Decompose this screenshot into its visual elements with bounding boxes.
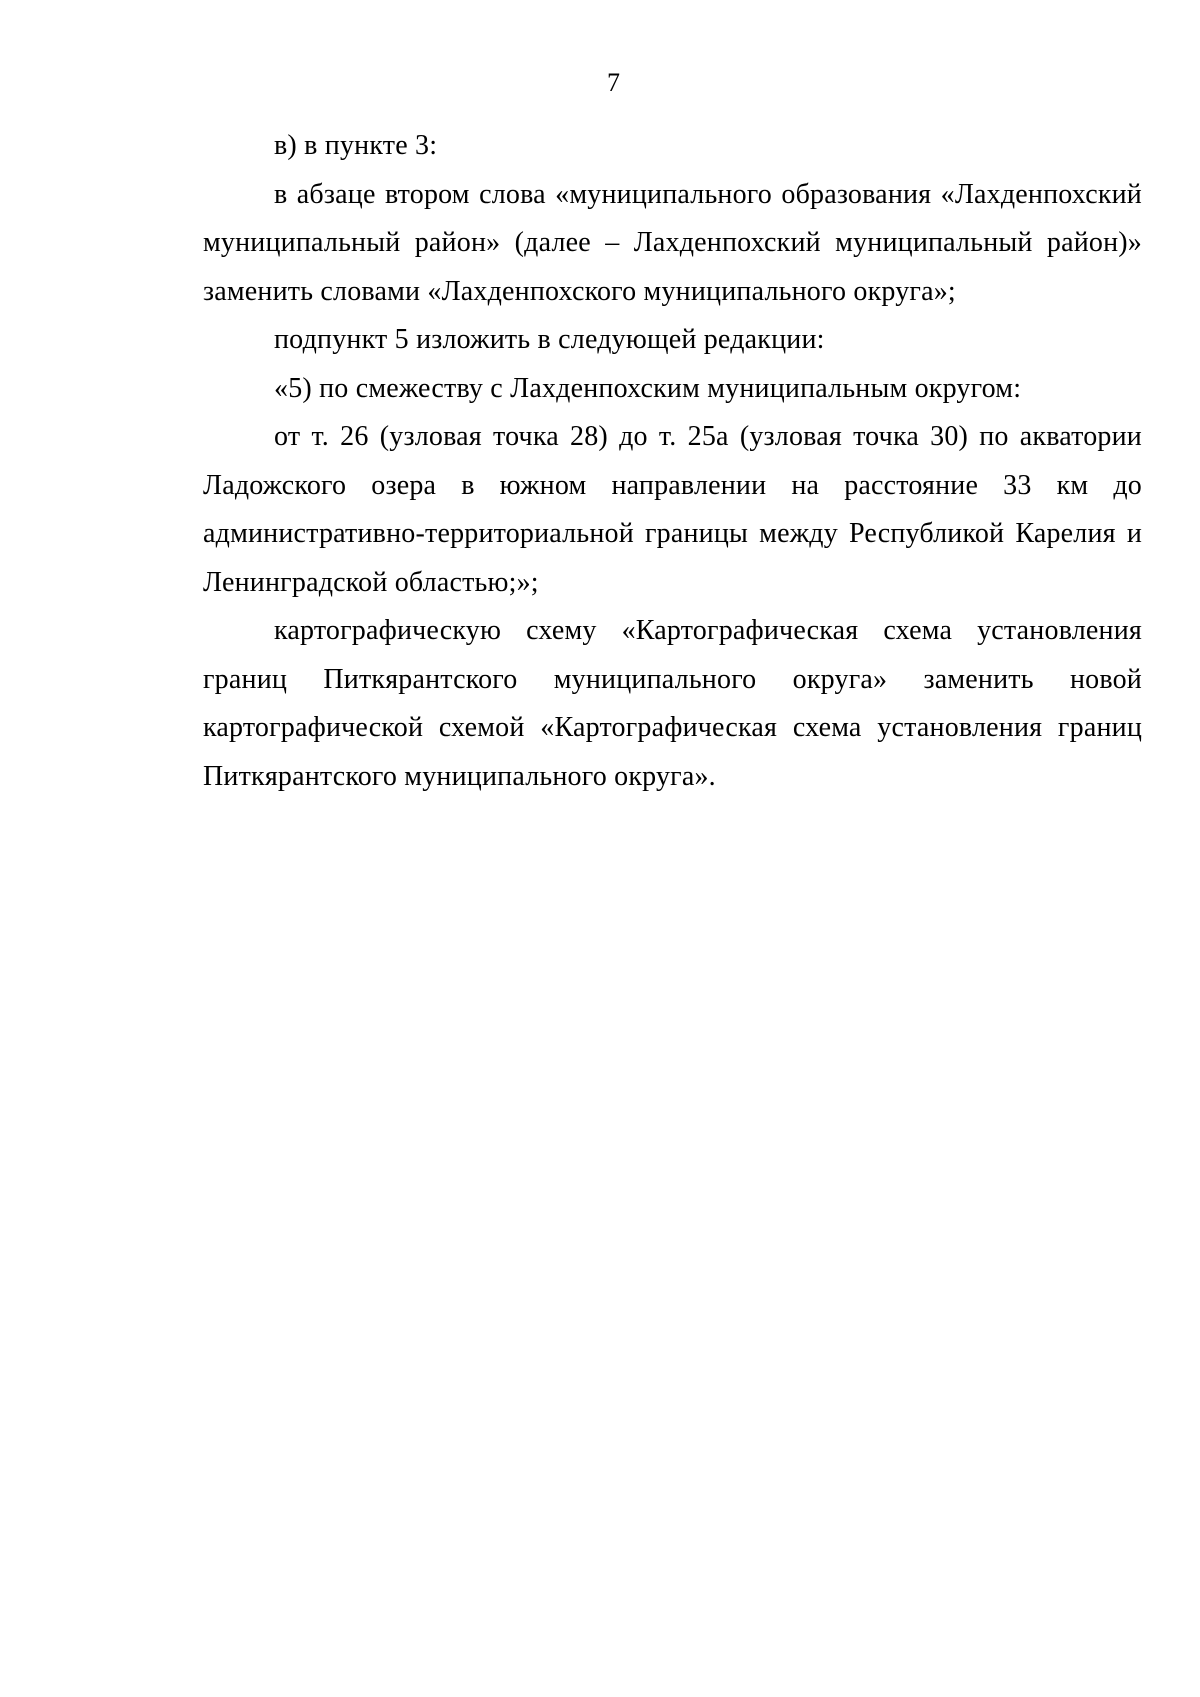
paragraph-abzac-vtorom: в абзаце втором слова «муниципального образования «Лахденпохский муниципальный район» (далее – Лахденпохский муниципальный район)» заменить словами «Лахденпохского муниципального округа»; [203, 178, 1142, 307]
document-body [203, 122, 1142, 801]
paragraph-map-scheme: картографическую схему «Картографическая схема установления границ Питкярантского муниципального округа» заменить новой картографической схемой «Картографическая схема установления границ Питкярантского муниципального округа». [203, 615, 1142, 792]
paragraph-smezhestvo: «5) по смежеству с Лахденпохским муниципальным округом: [274, 372, 1022, 404]
page-number: 7 [607, 68, 620, 97]
paragraph-podpunkt-5: подпункт 5 изложить в следующей редакции: [274, 324, 825, 355]
paragraph-item-v: в) в пункте 3: [274, 130, 438, 161]
paragraph-boundary-description: от т. 26 (узловая точка 28) до т. 25а (узловая точка 30) по акватории Ладожского озера в южном направлении на расстояние 33 км до административно-территориальной границы между Республикой Карелия и Ленинградской областью;»; [203, 421, 1142, 598]
